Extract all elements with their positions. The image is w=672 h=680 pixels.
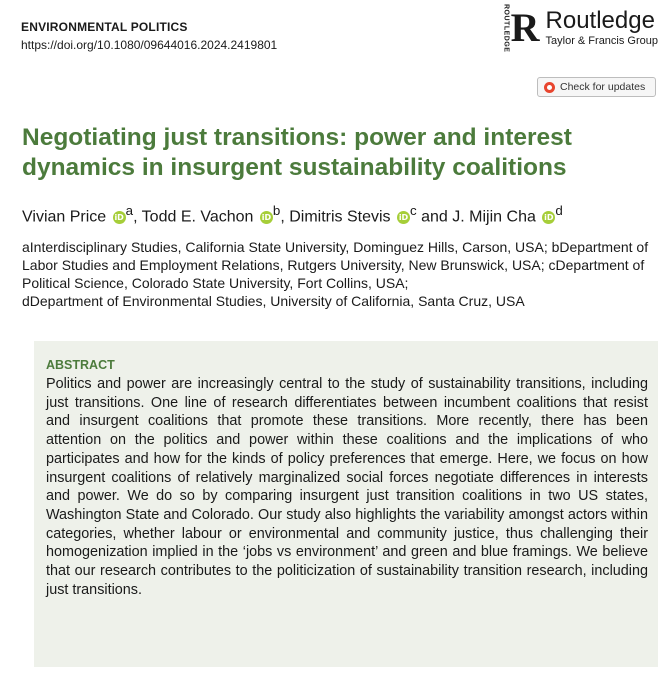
author-affiliation-mark: b bbox=[272, 203, 281, 218]
journal-name: ENVIRONMENTAL POLITICS bbox=[21, 20, 188, 34]
author-name[interactable]: Dimitris Stevis bbox=[289, 208, 391, 226]
author-separator: , bbox=[133, 208, 142, 226]
abstract-box bbox=[34, 341, 658, 667]
doi-link[interactable]: https://doi.org/10.1080/09644016.2024.2419801 bbox=[21, 38, 278, 52]
publisher-logo bbox=[502, 4, 658, 52]
orcid-icon[interactable]: iD bbox=[398, 213, 409, 223]
affiliations bbox=[22, 238, 662, 310]
abstract-heading: ABSTRACT bbox=[46, 358, 115, 372]
author-name[interactable]: Vivian Price bbox=[22, 208, 107, 226]
author-list bbox=[22, 200, 563, 228]
author-affiliation-mark: c bbox=[410, 203, 417, 218]
publisher-subtitle: Taylor & Francis Group bbox=[545, 35, 658, 48]
routledge-r-glyph: R bbox=[510, 5, 540, 51]
publisher-name: Routledge bbox=[545, 7, 655, 35]
routledge-mark bbox=[502, 4, 540, 52]
orcid-icon[interactable]: iD bbox=[544, 213, 554, 223]
check-for-updates-button[interactable] bbox=[537, 77, 656, 97]
routledge-vertical-wordmark: ROUTLEDGE bbox=[502, 4, 510, 53]
journal-header bbox=[21, 19, 277, 53]
orcid-icon[interactable]: iD bbox=[114, 213, 124, 223]
author-separator: and bbox=[416, 208, 453, 226]
affiliation-line: dDepartment of Environmental Studies, University of California, Santa Cruz, USA bbox=[22, 293, 525, 309]
author-name[interactable]: J. Mijin Cha bbox=[452, 208, 536, 226]
article-title: Negotiating just transitions: power and interest dynamics in insurgent sustainability coalitions bbox=[22, 124, 572, 181]
affiliation-line: aInterdisciplinary Studies, California State University, Dominguez Hills, Carson, USA; bDepartment of Labor Studies and Employment Relations, Rutgers University, New Brunswick, USA; cDepartment of Political Science, Colorado State University, Fort Collins, USA; bbox=[22, 239, 649, 291]
author-affiliation-mark: d bbox=[555, 203, 563, 218]
author-name[interactable]: Todd E. Vachon bbox=[141, 208, 254, 226]
author-affiliation-mark: a bbox=[125, 203, 134, 218]
author-separator: , bbox=[280, 208, 290, 226]
orcid-icon[interactable]: iD bbox=[261, 213, 272, 223]
abstract-text: Politics and power are increasingly central to the study of sustainability transitions, including just transitions. One line of research differentiates between incumbent coalitions that resist and insurgent coalitions that promote these transitions. More recently, there has been attention on the politics and power within these coalitions and the implications of who participates and how for the kinds of policy preferences that emerge. Here, we focus on how insurgent coalitions of relatively marginalized social forces negotiate differences in interests and power. We do so by comparing insurgent just transition coalitions in two US states, Washington State and Colorado. Our study also highlights the variability amongst actors within categories, whether labour or environmental and community justice, thus challenging their homogenization implied in the ‘jobs vs environment’ and green and blue framings. We believe that our research contributes to the politicization of sustainability transition research, including just transitions. bbox=[46, 376, 648, 598]
crossmark-icon bbox=[544, 82, 555, 93]
check-for-updates-label: Check for updates bbox=[560, 81, 646, 93]
